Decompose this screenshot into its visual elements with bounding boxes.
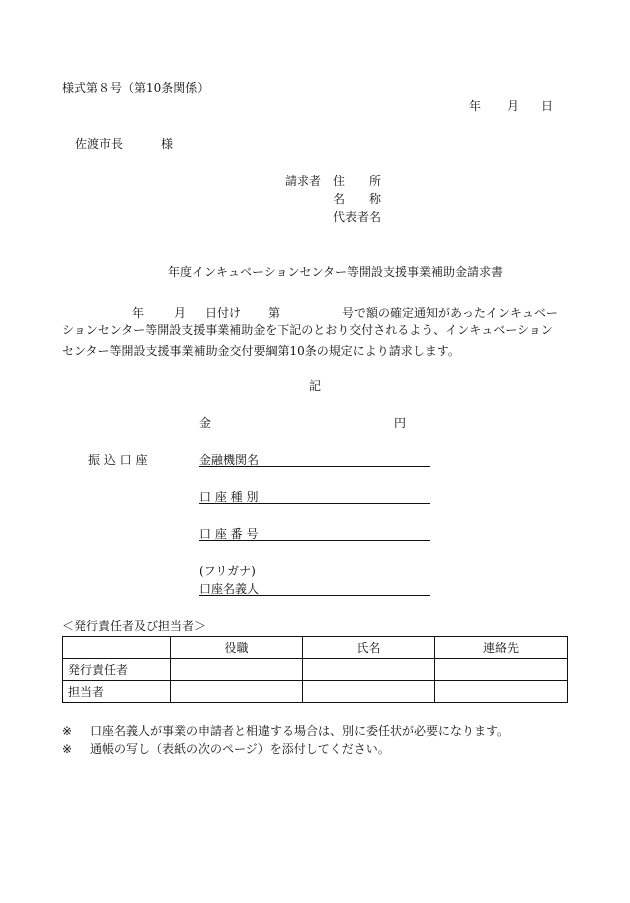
- requester-label: 請求者: [285, 174, 322, 188]
- account-number-field-line: [199, 540, 430, 541]
- bank-institution-field-line: [199, 466, 430, 467]
- table-row: [63, 659, 568, 681]
- body-year-label: 年: [132, 306, 145, 320]
- transfer-account-label: 振 込 口 座: [88, 453, 148, 467]
- paragraph-line-3: センター等開設支援事業補助金交付要綱第10条の規定により請求します。: [62, 344, 460, 358]
- issuer-contact-cell: [435, 659, 568, 681]
- table-header-row: [63, 637, 568, 659]
- addressee-honorific: 様: [161, 137, 174, 151]
- date-day-label: 日: [541, 99, 554, 113]
- amount-unit: 円: [394, 416, 407, 430]
- requester-name-label: 名 称: [333, 192, 382, 206]
- account-number-label: 口 座 番 号: [199, 527, 259, 541]
- requester-address-label: 住 所: [333, 174, 382, 188]
- bank-institution-label: 金融機関名: [199, 453, 260, 467]
- body-line-1-rest: 号で額の確定通知があったインキュベー: [342, 306, 558, 320]
- document-title: 年度インキュベーションセンター等開設支援事業補助金請求書: [168, 265, 504, 279]
- account-holder-field-line: [199, 595, 430, 596]
- header-cell-position: 役職: [171, 637, 303, 659]
- row-label-issuer: 発行責任者: [63, 659, 171, 681]
- table-row: [63, 681, 568, 703]
- addressee-name: 佐渡市長: [75, 137, 124, 151]
- header-cell-blank: [63, 637, 171, 659]
- row-label-staff: 担当者: [63, 681, 171, 703]
- contacts-table: [62, 636, 568, 703]
- note-mark-2: ※: [62, 742, 73, 756]
- form-number: 様式第８号（第10条関係）: [62, 81, 210, 95]
- header-cell-name: 氏名: [303, 637, 435, 659]
- staff-contact-cell: [435, 681, 568, 703]
- note-text-2: 通帳の写し（表紙の次のページ）を添付してください。: [90, 742, 390, 756]
- contacts-heading: ＜発行責任者及び担当者＞: [62, 619, 207, 633]
- staff-position-cell: [171, 681, 303, 703]
- request-paragraph: [62, 299, 572, 362]
- paragraph-line-1: [62, 299, 572, 320]
- staff-name-cell: [303, 681, 435, 703]
- header-cell-contact: 連絡先: [435, 637, 568, 659]
- body-day-label: 日付け: [205, 306, 242, 320]
- note-mark-1: ※: [62, 724, 73, 738]
- amount-label: 金: [199, 416, 212, 430]
- date-year-label: 年: [469, 99, 482, 113]
- ki-heading: 記: [309, 379, 322, 393]
- account-type-field-line: [199, 503, 430, 504]
- note-text-1: 口座名義人が事業の申請者と相違する場合は、別に委任状が必要になります。: [90, 724, 510, 738]
- furigana-label: (フリガナ): [199, 564, 256, 578]
- issuer-name-cell: [303, 659, 435, 681]
- account-type-label: 口 座 種 別: [199, 490, 259, 504]
- date-month-label: 月: [507, 99, 520, 113]
- account-holder-label: 口座名義人: [199, 582, 260, 596]
- requester-representative-label: 代表者名: [333, 210, 382, 224]
- issuer-position-cell: [171, 659, 303, 681]
- paragraph-line-2: ションセンター等開設支援事業補助金を下記のとおり交付されるよう、インキュベーション: [62, 323, 553, 337]
- body-month-label: 月: [174, 306, 187, 320]
- body-number-prefix: 第: [268, 306, 281, 320]
